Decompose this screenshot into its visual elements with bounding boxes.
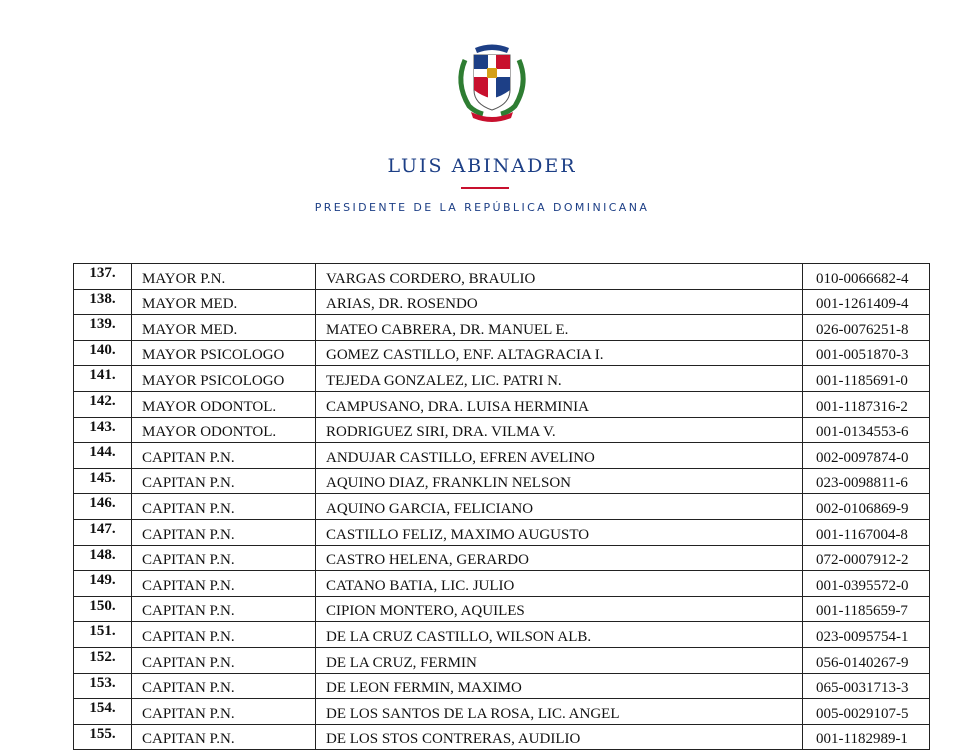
row-id-number: 001-0051870-3 bbox=[803, 340, 930, 366]
president-name: LUIS ABINADER bbox=[387, 155, 577, 177]
row-number: 138. bbox=[74, 289, 132, 315]
table-row bbox=[74, 289, 930, 315]
row-grade: CAPITAN P.N. bbox=[132, 519, 316, 545]
row-grade: CAPITAN P.N. bbox=[132, 468, 316, 494]
row-number: 155. bbox=[74, 724, 132, 750]
row-grade: MAYOR ODONTOL. bbox=[132, 391, 316, 417]
row-number: 149. bbox=[74, 571, 132, 597]
row-number: 145. bbox=[74, 468, 132, 494]
row-grade: MAYOR PSICOLOGO bbox=[132, 340, 316, 366]
table-row bbox=[74, 699, 930, 725]
row-person-name: DE LOS SANTOS DE LA ROSA, LIC. ANGEL bbox=[316, 699, 803, 725]
row-grade: MAYOR PSICOLOGO bbox=[132, 366, 316, 392]
row-person-name: DE LEON FERMIN, MAXIMO bbox=[316, 673, 803, 699]
row-id-number: 002-0106869-9 bbox=[803, 494, 930, 520]
row-id-number: 023-0098811-6 bbox=[803, 468, 930, 494]
row-id-number: 010-0066682-4 bbox=[803, 264, 930, 290]
row-grade: CAPITAN P.N. bbox=[132, 545, 316, 571]
row-id-number: 001-1187316-2 bbox=[803, 391, 930, 417]
row-grade: CAPITAN P.N. bbox=[132, 443, 316, 469]
row-id-number: 001-0134553-6 bbox=[803, 417, 930, 443]
row-id-number: 001-0395572-0 bbox=[803, 571, 930, 597]
table-row bbox=[74, 494, 930, 520]
row-grade: CAPITAN P.N. bbox=[132, 571, 316, 597]
row-number: 154. bbox=[74, 699, 132, 725]
row-id-number: 056-0140267-9 bbox=[803, 647, 930, 673]
row-id-number: 005-0029107-5 bbox=[803, 699, 930, 725]
row-grade: MAYOR ODONTOL. bbox=[132, 417, 316, 443]
row-id-number: 001-1261409-4 bbox=[803, 289, 930, 315]
title-divider bbox=[461, 187, 509, 189]
table-row bbox=[74, 468, 930, 494]
row-person-name: CAMPUSANO, DRA. LUISA HERMINIA bbox=[316, 391, 803, 417]
row-person-name: DE LOS STOS CONTRERAS, AUDILIO bbox=[316, 724, 803, 750]
row-grade: CAPITAN P.N. bbox=[132, 647, 316, 673]
row-person-name: GOMEZ CASTILLO, ENF. ALTAGRACIA I. bbox=[316, 340, 803, 366]
row-number: 151. bbox=[74, 622, 132, 648]
row-person-name: VARGAS CORDERO, BRAULIO bbox=[316, 264, 803, 290]
coat-of-arms-icon bbox=[447, 38, 537, 126]
table-row bbox=[74, 622, 930, 648]
table-row bbox=[74, 647, 930, 673]
row-grade: CAPITAN P.N. bbox=[132, 673, 316, 699]
row-id-number: 026-0076251-8 bbox=[803, 315, 930, 341]
row-number: 139. bbox=[74, 315, 132, 341]
letterhead bbox=[0, 0, 964, 240]
row-number: 141. bbox=[74, 366, 132, 392]
row-id-number: 001-1185659-7 bbox=[803, 596, 930, 622]
row-person-name: AQUINO GARCIA, FELICIANO bbox=[316, 494, 803, 520]
personnel-rows bbox=[74, 264, 930, 750]
row-id-number: 023-0095754-1 bbox=[803, 622, 930, 648]
row-grade: CAPITAN P.N. bbox=[132, 699, 316, 725]
table-row bbox=[74, 340, 930, 366]
table-row bbox=[74, 519, 930, 545]
row-grade: CAPITAN P.N. bbox=[132, 724, 316, 750]
table-row bbox=[74, 571, 930, 597]
row-number: 150. bbox=[74, 596, 132, 622]
row-number: 147. bbox=[74, 519, 132, 545]
row-id-number: 072-0007912-2 bbox=[803, 545, 930, 571]
row-grade: CAPITAN P.N. bbox=[132, 622, 316, 648]
row-person-name: DE LA CRUZ, FERMIN bbox=[316, 647, 803, 673]
row-grade: MAYOR MED. bbox=[132, 315, 316, 341]
row-id-number: 001-1185691-0 bbox=[803, 366, 930, 392]
row-grade: MAYOR MED. bbox=[132, 289, 316, 315]
row-person-name: TEJEDA GONZALEZ, LIC. PATRI N. bbox=[316, 366, 803, 392]
row-id-number: 002-0097874-0 bbox=[803, 443, 930, 469]
row-grade: CAPITAN P.N. bbox=[132, 596, 316, 622]
row-id-number: 001-1182989-1 bbox=[803, 724, 930, 750]
table-row bbox=[74, 391, 930, 417]
table-row bbox=[74, 724, 930, 750]
row-person-name: ARIAS, DR. ROSENDO bbox=[316, 289, 803, 315]
row-number: 144. bbox=[74, 443, 132, 469]
row-number: 140. bbox=[74, 340, 132, 366]
table-row bbox=[74, 366, 930, 392]
row-person-name: RODRIGUEZ SIRI, DRA. VILMA V. bbox=[316, 417, 803, 443]
row-person-name: AQUINO DIAZ, FRANKLIN NELSON bbox=[316, 468, 803, 494]
row-person-name: CIPION MONTERO, AQUILES bbox=[316, 596, 803, 622]
table-row bbox=[74, 264, 930, 290]
row-person-name: DE LA CRUZ CASTILLO, WILSON ALB. bbox=[316, 622, 803, 648]
row-person-name: ANDUJAR CASTILLO, EFREN AVELINO bbox=[316, 443, 803, 469]
personnel-table bbox=[73, 263, 930, 750]
row-person-name: CATANO BATIA, LIC. JULIO bbox=[316, 571, 803, 597]
row-number: 143. bbox=[74, 417, 132, 443]
row-number: 148. bbox=[74, 545, 132, 571]
row-number: 142. bbox=[74, 391, 132, 417]
row-grade: MAYOR P.N. bbox=[132, 264, 316, 290]
row-person-name: CASTRO HELENA, GERARDO bbox=[316, 545, 803, 571]
row-number: 153. bbox=[74, 673, 132, 699]
table-row bbox=[74, 443, 930, 469]
row-number: 137. bbox=[74, 264, 132, 290]
row-number: 146. bbox=[74, 494, 132, 520]
row-person-name: MATEO CABRERA, DR. MANUEL E. bbox=[316, 315, 803, 341]
table-row bbox=[74, 417, 930, 443]
row-grade: CAPITAN P.N. bbox=[132, 494, 316, 520]
row-person-name: CASTILLO FELIZ, MAXIMO AUGUSTO bbox=[316, 519, 803, 545]
table-row bbox=[74, 315, 930, 341]
table-row bbox=[74, 673, 930, 699]
row-number: 152. bbox=[74, 647, 132, 673]
table-row bbox=[74, 596, 930, 622]
table-row bbox=[74, 545, 930, 571]
row-id-number: 065-0031713-3 bbox=[803, 673, 930, 699]
president-title: PRESIDENTE DE LA REPÚBLICA DOMINICANA bbox=[314, 201, 650, 214]
row-id-number: 001-1167004-8 bbox=[803, 519, 930, 545]
